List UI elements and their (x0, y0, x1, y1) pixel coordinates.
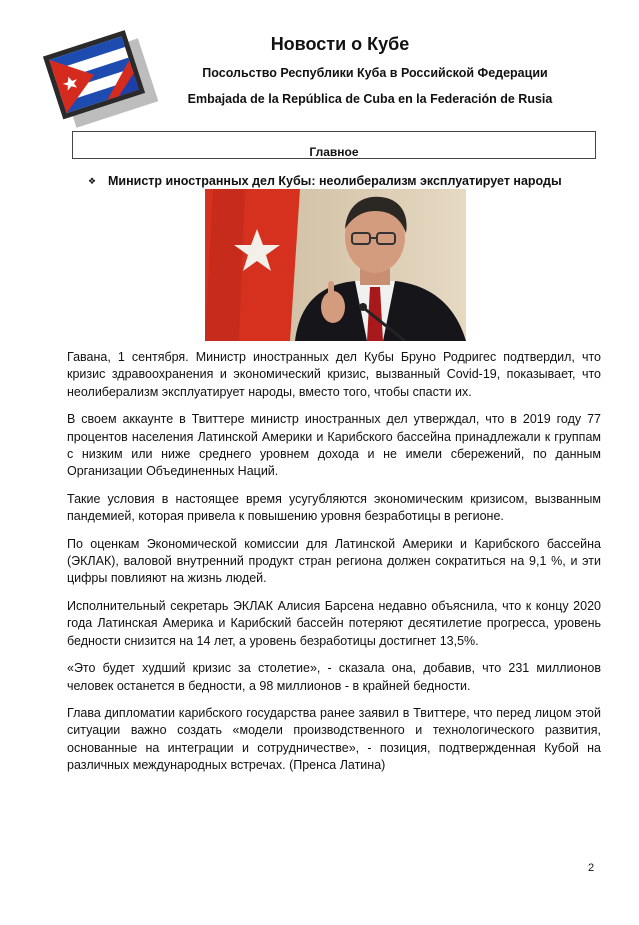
article-paragraph: «Это будет худший кризис за столетие», - сказала она, добавив, что 231 миллионов человек останется в бедности, а 98 миллионов - в крайней бедности. (67, 661, 601, 693)
diamond-bullet-icon: ❖ (88, 176, 97, 186)
article-paragraph: По оценкам Экономической комиссии для Латинской Америки и Карибского бассейна (ЭКЛАК), валовой внутренний продукт стран региона должен сократиться на 9,1 %, и эти цифры повлияют на жизнь людей. (67, 536, 601, 586)
article-paragraph: Такие условия в настоящее время усугубляются экономическим кризисом, вызванным пандемией, которая привела к повышению уровня безработицы в регионе. (67, 491, 601, 524)
embassy-name-ru: Посольство Республики Куба в Российской Федерации (202, 66, 548, 80)
page-number: 2 (588, 862, 595, 874)
section-header-box (72, 131, 596, 159)
article-paragraph: В своем аккаунте в Твиттере министр иностранных дел утверждал, что в 2019 году 77 процентов населения Латинской Америки и Карибского бассейна принадлежали к группам с низким или ниже среднего уровнем дохода и не имели сбережений, по данным Организации Объединенных Наций. (67, 412, 601, 479)
article-paragraph: Глава дипломатии карибского государства ранее заявил в Твиттере, что перед лицом этой ситуации важно создать «модели производственного и технологического развития, основанные на интеграции и сотрудничестве», - позиция, подтвержденная Кубой на различных международных встречах. (Пренса Латина) (67, 705, 601, 773)
section-label: Главное (309, 145, 359, 159)
page-title: Новости о Кубе (270, 34, 410, 54)
article-headline (88, 174, 608, 188)
article-paragraph: Гавана, 1 сентября. Министр иностранных дел Кубы Бруно Родригес подтвердил, что кризис здравоохранения и экономический кризис, вызванный Covid-19, показывает, что неолиберализм эксплуатирует народы, вместо того, чтобы спасти их. (67, 350, 601, 399)
embassy-name-es: Embajada de la República de Cuba en la Federación de Rusia (187, 92, 553, 106)
headline-text: Министр иностранных дел Кубы: неолиберализм эксплуатирует народы (108, 174, 562, 188)
article-body (67, 349, 601, 785)
cuba-russia-flags-icon (40, 22, 160, 132)
article-photo (205, 189, 466, 341)
article-paragraph: Исполнительный секретарь ЭКЛАК Алисия Барсена недавно объяснила, что к концу 2020 года Латинская Америка и Карибский бассейн потеряют десятилетие прогресса, уровень бедности снизится на 14 лет, а уровень безработицы достигнет 13,5%. (67, 598, 601, 648)
